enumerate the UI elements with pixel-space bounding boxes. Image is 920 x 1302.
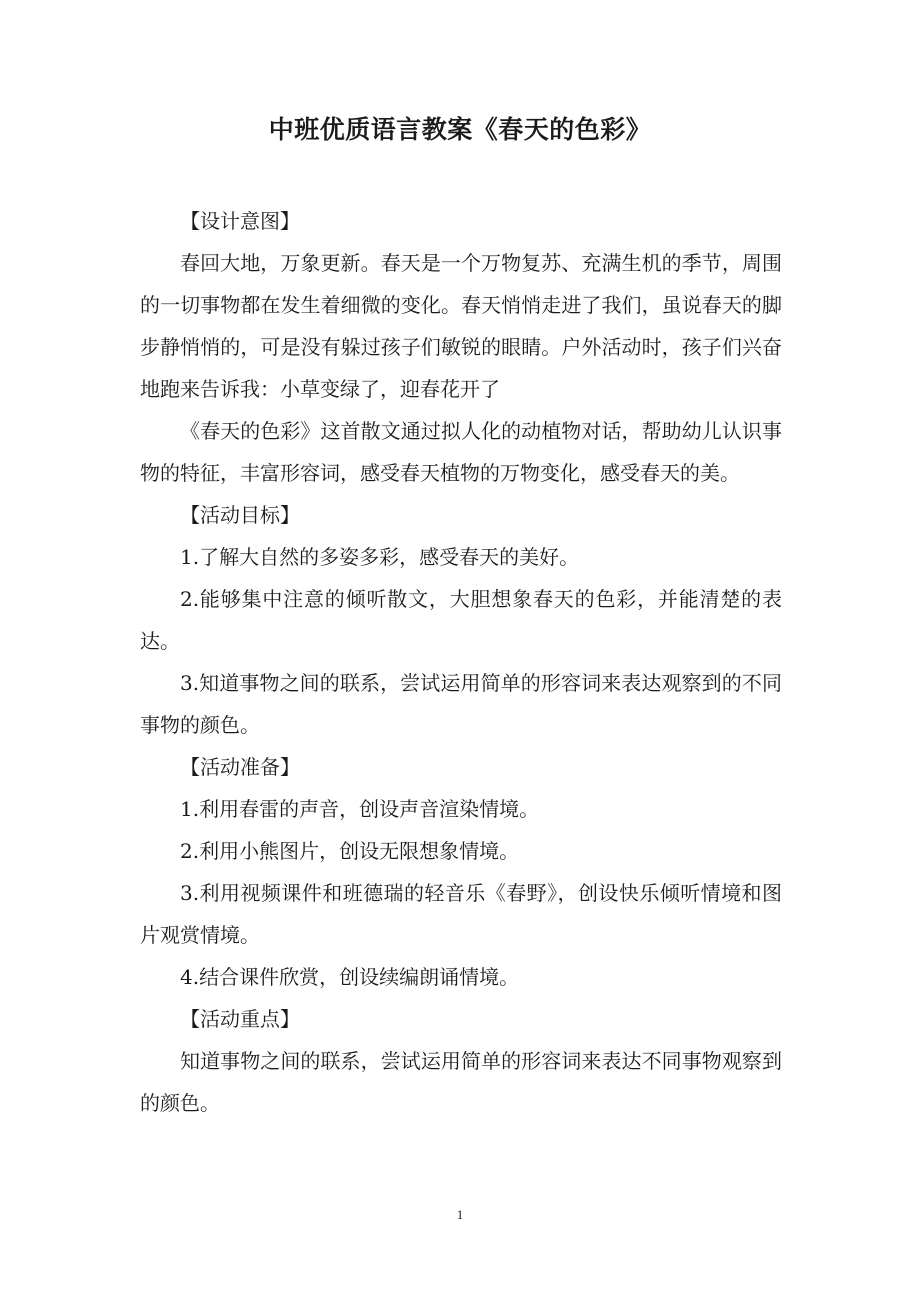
section-heading-activity-preparation: 【活动准备】 — [180, 755, 300, 779]
list-item-goal-3: 3.知道事物之间的联系，尝试运用简单的形容词来表达观察到的不同事物的颜色。 — [140, 671, 782, 737]
list-item-prep-3: 3.利用视频课件和班德瑞的轻音乐《春野》，创设快乐倾听情境和图片观赏情境。 — [140, 881, 782, 947]
section-heading-design-intent: 【设计意图】 — [180, 209, 300, 233]
list-item-goal-1: 1.了解大自然的多姿多彩，感受春天的美好。 — [180, 545, 580, 569]
paragraph-activity-focus: 知道事物之间的联系，尝试运用简单的形容词来表达不同事物观察到的颜色。 — [140, 1049, 782, 1115]
list-item-prep-2: 2.利用小熊图片，创设无限想象情境。 — [180, 839, 520, 863]
section-heading-activity-goals: 【活动目标】 — [180, 503, 300, 527]
document-body — [140, 200, 782, 1124]
list-item-prep-4: 4.结合课件欣赏，创设续编朗诵情境。 — [180, 965, 520, 989]
page-number: 1 — [456, 1207, 464, 1222]
paragraph-design-intent-1: 春回大地，万象更新。春天是一个万物复苏、充满生机的季节，周围的一切事物都在发生着细微的变化。春天悄悄走进了我们，虽说春天的脚步静悄悄的，可是没有躲过孩子们敏锐的眼睛。户外活动时，孩子们兴奋地跑来告诉我：小草变绿了，迎春花开了 — [140, 251, 782, 401]
list-item-goal-2: 2.能够集中注意的倾听散文，大胆想象春天的色彩，并能清楚的表达。 — [140, 587, 782, 653]
paragraph-design-intent-2: 《春天的色彩》这首散文通过拟人化的动植物对话，帮助幼儿认识事物的特征，丰富形容词，感受春天植物的万物变化，感受春天的美。 — [140, 419, 782, 485]
document-title: 中班优质语言教案《春天的色彩》 — [268, 115, 652, 144]
list-item-prep-1: 1.利用春雷的声音，创设声音渲染情境。 — [180, 797, 540, 821]
section-heading-activity-focus: 【活动重点】 — [180, 1007, 300, 1031]
